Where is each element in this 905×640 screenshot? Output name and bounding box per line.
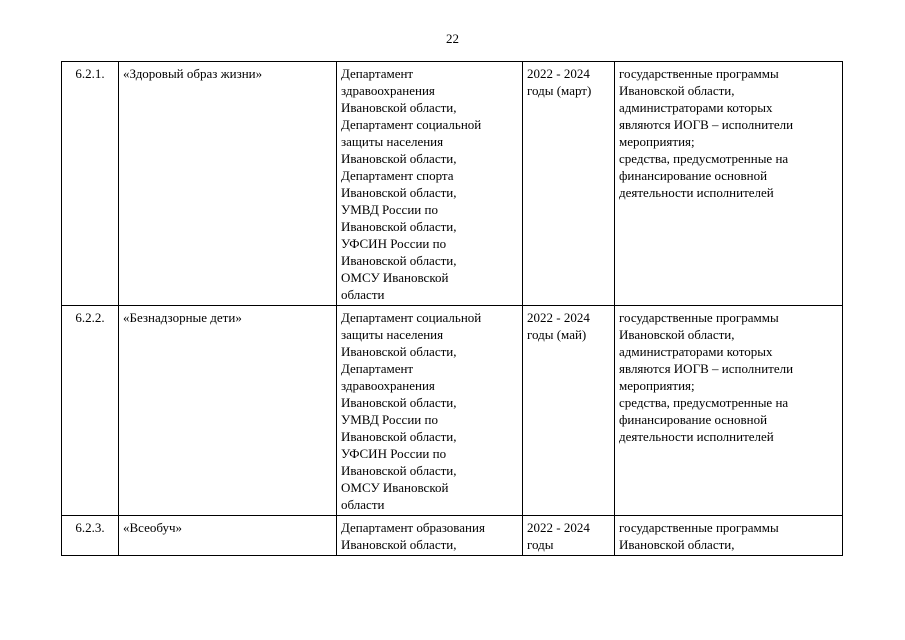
source-line: являются ИОГВ – исполнители	[619, 117, 794, 132]
source-line: финансирование основной	[619, 168, 768, 183]
executor-line: Ивановской области,	[341, 151, 457, 166]
executor-line: Департамент	[341, 66, 414, 81]
source-line: средства, предусмотренные на	[619, 395, 789, 410]
executor-line: области	[341, 287, 385, 302]
item-executors	[337, 516, 523, 556]
executor-line: Департамент социальной	[341, 117, 482, 132]
item-term	[523, 306, 615, 516]
executor-line: Ивановской области,	[341, 219, 457, 234]
executor-line: УФСИН России по	[341, 446, 447, 461]
executor-line: УМВД России по	[341, 412, 438, 427]
source-line: финансирование основной	[619, 412, 768, 427]
term-line: годы (май)	[527, 327, 587, 342]
table-row	[62, 516, 843, 556]
item-term	[523, 62, 615, 306]
executor-line: Ивановской области,	[341, 185, 457, 200]
item-term	[523, 516, 615, 556]
item-funding-sources	[615, 306, 843, 516]
source-line: государственные программы	[619, 310, 779, 325]
executor-line: здравоохранения	[341, 378, 435, 393]
source-line: администраторами которых	[619, 344, 773, 359]
page-number: 22	[446, 31, 459, 46]
item-name: «Безнадзорные дети»	[119, 306, 337, 516]
executor-line: Департамент	[341, 361, 414, 376]
source-line: деятельности исполнителей	[619, 429, 774, 444]
executor-line: здравоохранения	[341, 83, 435, 98]
term-line: 2022 - 2024	[527, 520, 590, 535]
item-number: 6.2.3.	[62, 516, 119, 556]
executor-line: УМВД России по	[341, 202, 438, 217]
table-row	[62, 62, 843, 306]
item-executors	[337, 62, 523, 306]
executor-line: ОМСУ Ивановской	[341, 270, 449, 285]
executor-line: защиты населения	[341, 327, 444, 342]
source-line: администраторами которых	[619, 100, 773, 115]
executor-line: защиты населения	[341, 134, 444, 149]
executor-line: Ивановской области,	[341, 537, 457, 552]
source-line: средства, предусмотренные на	[619, 151, 789, 166]
source-line: Ивановской области,	[619, 537, 735, 552]
term-line: годы	[527, 537, 554, 552]
executor-line: Департамент спорта	[341, 168, 454, 183]
term-line: годы (март)	[527, 83, 592, 98]
item-executors	[337, 306, 523, 516]
source-line: являются ИОГВ – исполнители	[619, 361, 794, 376]
executor-line: Ивановской области,	[341, 100, 457, 115]
executor-line: ОМСУ Ивановской	[341, 480, 449, 495]
item-number: 6.2.2.	[62, 306, 119, 516]
table-row	[62, 306, 843, 516]
executor-line: УФСИН России по	[341, 236, 447, 251]
item-number: 6.2.1.	[62, 62, 119, 306]
executor-line: Ивановской области,	[341, 253, 457, 268]
item-name: «Здоровый образ жизни»	[119, 62, 337, 306]
executor-line: Департамент социальной	[341, 310, 482, 325]
source-line: государственные программы	[619, 520, 779, 535]
source-line: Ивановской области,	[619, 83, 735, 98]
item-funding-sources	[615, 62, 843, 306]
executor-line: Департамент образования	[341, 520, 485, 535]
source-line: мероприятия;	[619, 378, 695, 393]
item-funding-sources	[615, 516, 843, 556]
source-line: мероприятия;	[619, 134, 695, 149]
source-line: деятельности исполнителей	[619, 185, 774, 200]
executor-line: Ивановской области,	[341, 429, 457, 444]
source-line: государственные программы	[619, 66, 779, 81]
measures-table	[61, 61, 843, 556]
item-name: «Всеобуч»	[119, 516, 337, 556]
term-line: 2022 - 2024	[527, 66, 590, 81]
term-line: 2022 - 2024	[527, 310, 590, 325]
executor-line: Ивановской области,	[341, 344, 457, 359]
executor-line: области	[341, 497, 385, 512]
executor-line: Ивановской области,	[341, 463, 457, 478]
source-line: Ивановской области,	[619, 327, 735, 342]
executor-line: Ивановской области,	[341, 395, 457, 410]
